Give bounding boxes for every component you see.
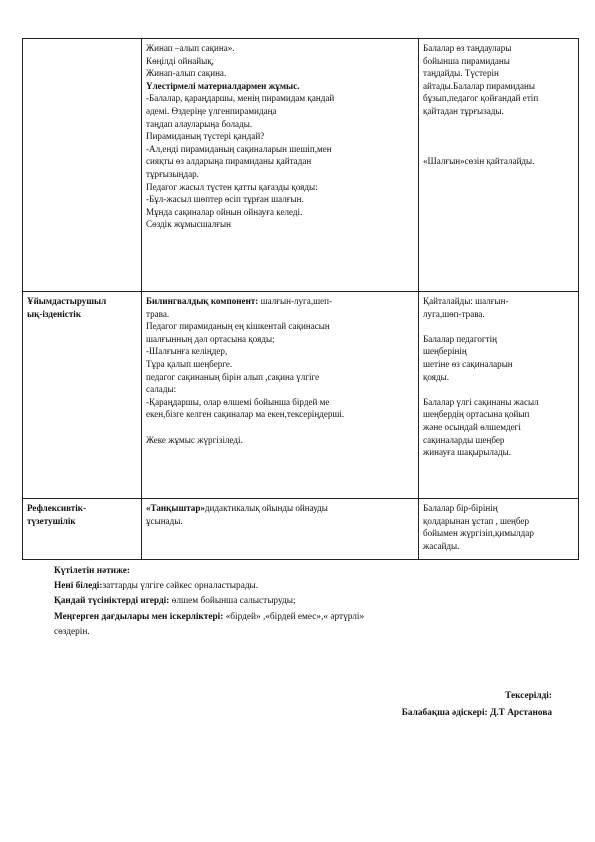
concepts-line: Қандай түсініктерді игерді: өлшем бойынша салыстыруды; [54,596,296,607]
text-line: Педагог жасыл түстен қатты қағазды қояды: [146,181,318,192]
stage-cell [23,39,142,292]
text-line [146,421,414,434]
text-line: ұсынады. [146,515,183,526]
text-line: Балалар педагогтің [423,333,497,344]
text-line: Тұра қалып шеңберге. [146,358,233,369]
text-line: Балалар үлгі сақинаны жасыл [423,396,539,407]
text-line: бойымен жүргізіп,қимылдар [423,528,534,539]
lesson-table [22,38,579,560]
text-line: жасайды. [423,540,460,551]
teacher-activity-cell [142,499,419,560]
text-line: -Ал,енді пирамиданың сақиналарын шешіп,мен [146,143,332,154]
teacher-activity-cell [142,292,419,499]
text-line: Ұйымдастырушыл [27,296,107,306]
text-line: айтады.Балалар пирамиданы [423,80,535,91]
teacher-activity-cell [142,39,419,292]
children-activity-cell [419,292,579,499]
text-line: әдемі. Өздеріңе үлгенпирамидаңа [146,105,277,116]
text-line: таңдайды. Түстерін [423,68,499,79]
text-line: Рефлексивтік- [27,503,87,513]
checked-label: Тексерілді: [505,691,552,701]
text-line: түзетушілік [27,515,76,526]
text-line: Үлестірмелі материалдармен жұмыс. [146,80,300,91]
text-line: -Қараңдаршы, олар өлшемі бойынша бірдей ме [146,396,330,407]
expected-results [54,564,364,640]
text-line: Жинап-алып сақина. [146,68,227,79]
text-line: шеңберінің [423,346,467,357]
text-line: сақиналарды шеңбер [423,434,505,445]
text-line: қояды. [423,371,449,382]
stage-cell [23,499,142,560]
methodologist-name: Балабақша әдіскері: Д.Т Арстанова [401,708,552,718]
text-line: Мұнда сақиналар ойнын ойнауға келеді. [146,206,303,217]
text-line: -Балалар, қараңдаршы, менің пирамидам қандай [146,93,335,104]
text-line: сияқты өз алдарыңа пирамиданы қайтадан [146,156,312,167]
text-line: таңдап алауларыңа болады. [146,118,253,129]
text-line: Сөздік жұмысшалғын [146,219,231,230]
text-line [423,118,574,131]
text-line: Пирамиданың түстері қандай? [146,131,265,142]
text-line: және осындай өлшемдегі [423,421,521,432]
text-line: шалғынның дәл ортасына қояды; [146,333,275,344]
text-line: шетіне өз сақиналарын [423,358,513,369]
text-line: «Танқыштар»дидактикалық ойынды ойнауды [146,503,328,513]
table-row-continuation [23,39,579,292]
stage-cell [23,292,142,499]
skills-line: Меңгерген дағдылары мен іскерліктері: «бірдей» ,«бірдей емес»,« әртүрлі» [54,611,365,622]
text-line: бұзып,педагог қойғандай етіп [423,93,539,104]
text-line [423,383,574,396]
text-line: Жинап –алып сақина». [146,43,235,53]
children-activity-cell [419,39,579,292]
text-line: жинауға шақырылады. [423,447,511,458]
table-row-reflexive [23,499,579,560]
text-line: Қайталайды: шалғын- [423,296,509,306]
text-line: ық-ізденістік [27,308,82,319]
text-line: Балалар бір-бірінің [423,503,498,513]
text-line: Көңілді ойнайық, [146,55,214,66]
text-line: тұрғызыңдар. [146,168,199,179]
text-line: трава. [146,308,170,319]
text-line: салады: [146,384,177,395]
text-line: Педагог пирамиданың ең кішкентай сақинасын [146,321,330,332]
text-line: екен,бізге келген сақиналар ма екен,тексеріңдерші. [146,409,345,420]
text-line: луга,шөп-трава. [423,308,485,319]
expected-results-heading: Күтілетін нәтиже: [54,566,130,576]
text-line [423,143,574,156]
text-line: бойынша пирамиданы [423,55,510,66]
text-line: қайтадан тұрғызады. [423,105,504,116]
skills-line-cont: сөздерін. [54,626,90,637]
text-line: Билингвалдық компонент: шалғын-луга,шеп- [146,296,333,306]
text-line: «Шалғын»сөзін қайталайды. [423,156,535,167]
table-row-organizational [23,292,579,499]
knows-line: Нені біледі:заттарды үлгіге сәйкес орналастырады. [54,581,259,592]
text-line [423,320,574,333]
text-line: қолдарынан ұстап , шеңбер [423,515,530,526]
text-line: шеңбердің ортасына қойып [423,409,530,420]
children-activity-cell [419,499,579,560]
text-line: -Бұл-жасыл шөптер өсіп тұрған шалғын. [146,194,304,205]
text-line: Жеке жұмыс жүргізіледі. [146,434,243,445]
text-line: Балалар өз таңдаулары [423,43,512,53]
text-line [423,130,574,143]
signature-block [402,688,552,722]
text-line: -Шалғынға келіңдер, [146,346,228,357]
text-line: педагог сақинаның бірін алып ,сақина үлгіге [146,371,320,382]
